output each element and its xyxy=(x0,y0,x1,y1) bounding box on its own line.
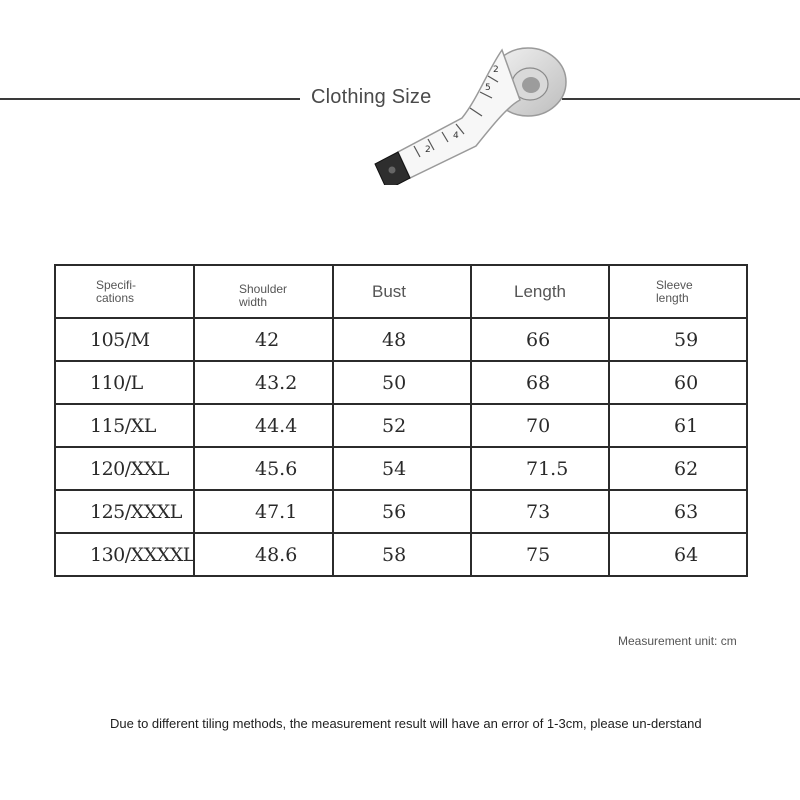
cell-bust: 54 xyxy=(333,447,471,490)
cell-shoulder: 45.6 xyxy=(194,447,333,490)
cell-size: 125/XXXL xyxy=(55,490,194,533)
cell-sleeve: 61 xyxy=(609,404,747,447)
cell-shoulder: 43.2 xyxy=(194,361,333,404)
table-header-row xyxy=(55,265,747,318)
cell-bust: 58 xyxy=(333,533,471,576)
svg-text:2: 2 xyxy=(425,145,431,155)
cell-length: 71.5 xyxy=(471,447,609,490)
table-row xyxy=(55,533,747,576)
cell-length: 73 xyxy=(471,490,609,533)
cell-bust: 48 xyxy=(333,318,471,361)
cell-size: 130/XXXXL xyxy=(55,533,194,576)
cell-shoulder: 47.1 xyxy=(194,490,333,533)
header-spec-line1: Specifi- xyxy=(96,277,137,292)
header-shoulder-width xyxy=(194,265,333,318)
cell-sleeve: 59 xyxy=(609,318,747,361)
table-row xyxy=(55,404,747,447)
cell-sleeve: 60 xyxy=(609,361,747,404)
disclaimer-note: Due to different tiling methods, the measurement result will have an error of 1-3cm, please un-derstand xyxy=(110,716,702,731)
table-row xyxy=(55,447,747,490)
header-shoulder-line1: Shoulder xyxy=(239,281,288,296)
header-rule-left xyxy=(0,98,300,100)
cell-length: 70 xyxy=(471,404,609,447)
header-length: Length xyxy=(471,265,609,318)
cell-sleeve: 62 xyxy=(609,447,747,490)
cell-size: 110/L xyxy=(55,361,194,404)
table-row xyxy=(55,318,747,361)
cell-length: 66 xyxy=(471,318,609,361)
cell-bust: 52 xyxy=(333,404,471,447)
header-spec-line2: cations xyxy=(96,290,135,305)
table-row xyxy=(55,361,747,404)
cell-size: 115/XL xyxy=(55,404,194,447)
size-chart-table xyxy=(54,264,748,577)
cell-shoulder: 48.6 xyxy=(194,533,333,576)
svg-text:5: 5 xyxy=(485,83,491,93)
cell-shoulder: 42 xyxy=(194,318,333,361)
cell-size: 105/M xyxy=(55,318,194,361)
cell-bust: 56 xyxy=(333,490,471,533)
page-title: Clothing Size xyxy=(311,86,432,108)
header-sleeve-line2: length xyxy=(656,290,689,305)
svg-text:2: 2 xyxy=(493,65,499,75)
svg-text:4: 4 xyxy=(453,131,459,141)
header-rule-right xyxy=(562,98,800,100)
cell-bust: 50 xyxy=(333,361,471,404)
table-row xyxy=(55,490,747,533)
measurement-unit-note: Measurement unit: cm xyxy=(618,634,737,648)
cell-length: 68 xyxy=(471,361,609,404)
header-sleeve-line1: Sleeve xyxy=(656,277,693,292)
cell-length: 75 xyxy=(471,533,609,576)
cell-shoulder: 44.4 xyxy=(194,404,333,447)
measuring-tape-icon xyxy=(370,20,570,185)
header-sleeve-length xyxy=(609,265,747,318)
header-specifications xyxy=(55,265,194,318)
header-bust: Bust xyxy=(333,265,471,318)
cell-sleeve: 63 xyxy=(609,490,747,533)
cell-size: 120/XXL xyxy=(55,447,194,490)
cell-sleeve: 64 xyxy=(609,533,747,576)
header-shoulder-line2: width xyxy=(239,294,268,309)
